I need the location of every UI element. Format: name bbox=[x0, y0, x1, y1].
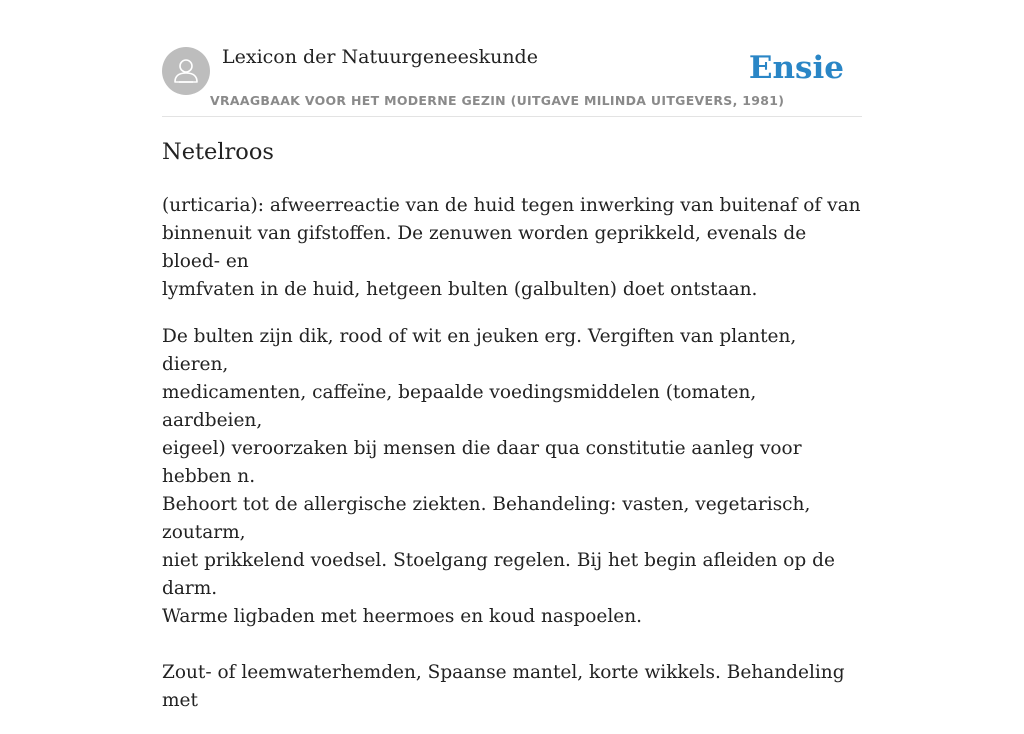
entry-body bbox=[162, 192, 862, 734]
book-header bbox=[162, 46, 862, 117]
entry-paragraph: De bulten zijn dik, rood of wit en jeuken erg. Vergiften van planten, dieren, medicamenten, caffeïne, bepaalde voedingsmiddelen (tomaten, aardbeien, eigeel) veroorzaken bij mensen die daar qua constitutie aanleg voor hebben n. Behoort tot de allergische ziekten. Behandeling: vasten, vegetarisch, zoutarm, niet prikkelend voedsel. Stoelgang regelen. Bij het begin afleiden op de darm. Warme ligbaden met heermoes en koud naspoelen. Zout- of leemwaterhemden, Spaanse mantel, korte wikkels. Behandeling met bbox=[162, 326, 845, 711]
book-title-link[interactable]: Lexicon der Natuurgeneeskunde bbox=[222, 46, 538, 68]
user-silhouette-icon bbox=[162, 47, 210, 95]
entry-title: Netelroos bbox=[162, 139, 274, 165]
entry-paragraph: (urticaria): afweerreactie van de huid tegen inwerking van buitenaf of van binnenuit van gifstoffen. De zenuwen worden geprikkeld, evenals de bloed- en lymfvaten in de huid, hetgeen bulten (galbulten) doet ontstaan. bbox=[162, 195, 861, 300]
book-subtitle: VRAAGBAAK VOOR HET MODERNE GEZIN (UITGAVE MILINDA UITGEVERS, 1981) bbox=[210, 93, 785, 108]
ensie-logo-link[interactable]: Ensie bbox=[748, 50, 844, 86]
